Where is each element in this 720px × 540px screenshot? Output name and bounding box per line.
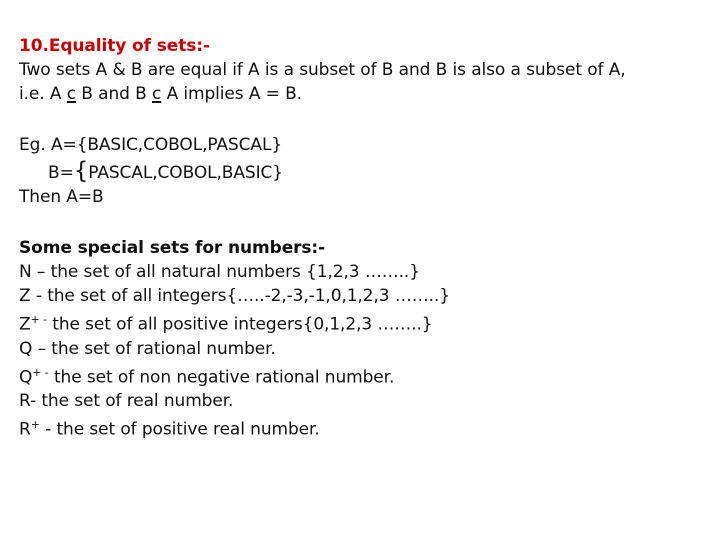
definition-text-a: i.e. A	[19, 84, 67, 104]
definition-line-2	[19, 82, 709, 106]
example-line-3: Then A=B	[19, 187, 104, 207]
special-set-rational: Q – the set of rational number.	[19, 338, 276, 359]
special-set-real: R- the set of real number.	[19, 391, 234, 412]
slide-content	[19, 34, 709, 442]
example-b-rest: PASCAL,COBOL,BASIC}	[88, 163, 283, 183]
superscript-plus: +	[30, 418, 40, 432]
definition-text-d: A implies A = B.	[161, 84, 302, 104]
example-b-prefix: B=	[48, 163, 74, 183]
section-title: 10.Equality of sets:-	[19, 36, 210, 56]
example-open-brace: {	[73, 158, 89, 184]
set-symbol: R	[19, 419, 31, 440]
set-description: the set of positive real number.	[51, 419, 320, 440]
example-line-2	[19, 159, 709, 185]
spacer	[19, 106, 709, 133]
dash: -	[39, 419, 52, 440]
spacer	[19, 209, 709, 236]
special-set-natural: N – the set of all natural numbers {1,2,3 ……..}	[19, 262, 420, 282]
special-sets-heading: Some special sets for numbers:-	[19, 238, 326, 258]
superscript-dash: -	[41, 365, 49, 379]
set-symbol: Q	[19, 367, 33, 388]
special-set-integers: Z - the set of all integers{…..-2,-3,-1,0,1,2,3 ……..}	[19, 286, 450, 306]
subset-symbol: c	[66, 84, 76, 104]
set-symbol: Z	[19, 314, 31, 335]
set-description: the set of all positive integers{0,1,2,3 ……..}	[46, 314, 433, 335]
set-description: the set of non negative rational number.	[48, 367, 395, 388]
example-line-1: Eg. A={BASIC,COBOL,PASCAL}	[19, 135, 283, 155]
special-set-nonneg-rational	[19, 361, 709, 390]
subset-symbol: c	[152, 84, 162, 104]
superscript-plus: +	[30, 313, 40, 326]
special-set-positive-real	[19, 413, 709, 442]
superscript-dash: -	[39, 313, 47, 326]
special-set-positive-integers	[19, 308, 709, 337]
definition-text-b: B and B	[75, 84, 153, 104]
definition-line-1: Two sets A & B are equal if A is a subset of B and B is also a subset of A,	[19, 60, 626, 80]
superscript-plus: +	[32, 365, 42, 379]
